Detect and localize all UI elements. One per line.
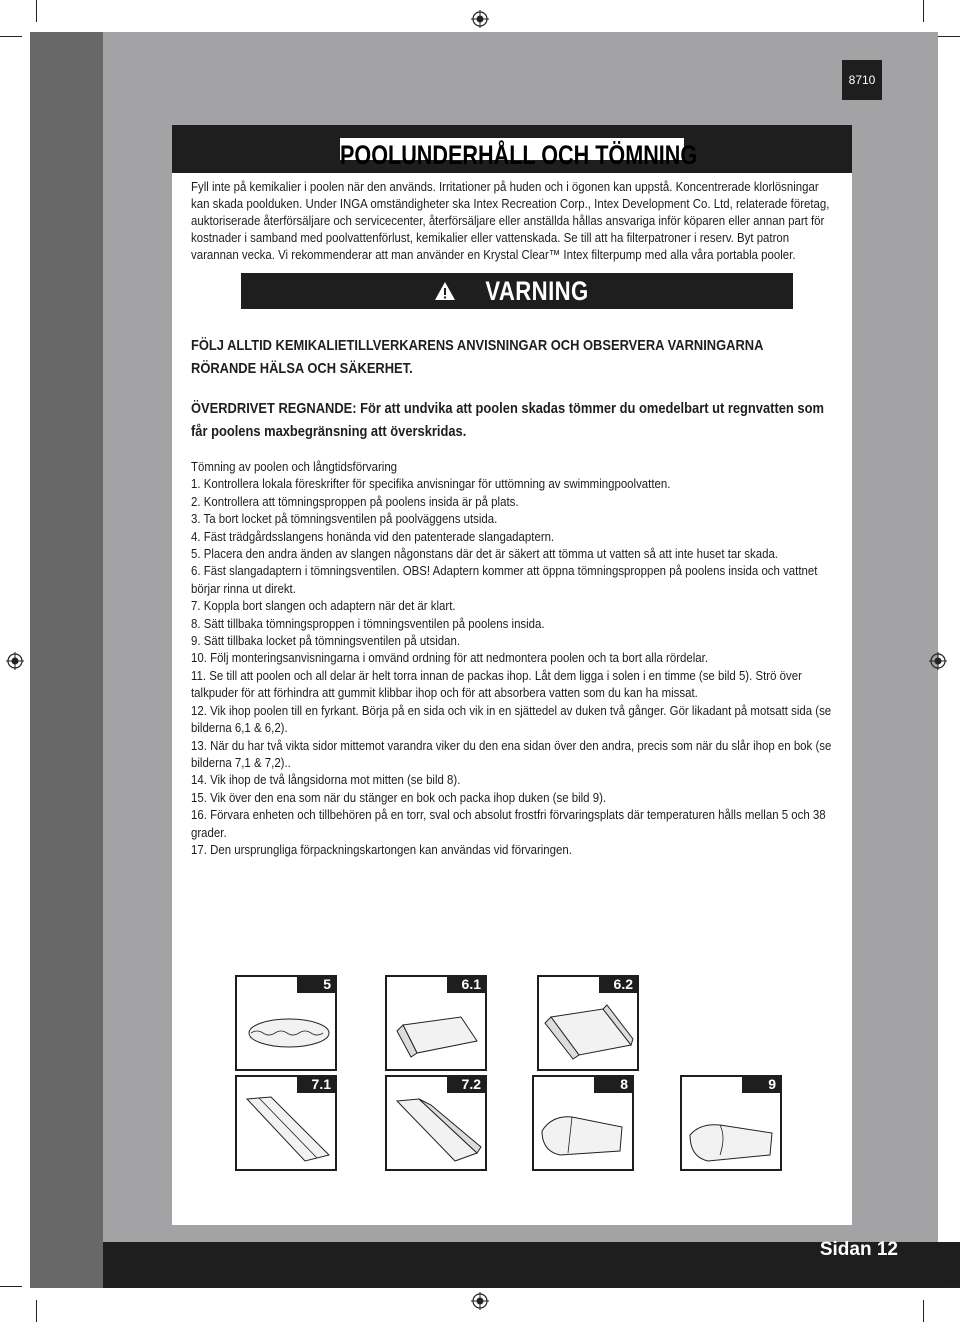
registration-mark-icon bbox=[6, 652, 24, 670]
registration-mark-icon bbox=[929, 652, 947, 670]
step-7: 7. Koppla bort slangen och adaptern när det är klart. bbox=[191, 598, 456, 614]
step-2: 2. Kontrollera att tömningsproppen på poolens insida är på plats. bbox=[191, 493, 519, 509]
figure-6-2 bbox=[537, 975, 639, 1071]
warning-text-rain: ÖVERDRIVET REGNANDE: För att undvika att poolen skadas tömmer du omedelbart ut regnvatten som får poolens maxbegränsning att överskridas. bbox=[191, 400, 824, 440]
pool-liner-fold-icon bbox=[543, 995, 635, 1067]
warning-banner bbox=[241, 273, 793, 309]
page-number: Sidan 12 bbox=[819, 1239, 898, 1260]
figure-label: 5 bbox=[297, 975, 337, 993]
figure-label: 6.1 bbox=[447, 975, 487, 993]
step-12: 12. Vik ihop poolen till en fyrkant. Börja på en sida och vik in en sjättedel av duken två gånger. Gör likadant på motsatt sida (se bilderna 6,1 & 6,2). bbox=[191, 702, 832, 736]
figure-label: 8 bbox=[594, 1075, 634, 1093]
crop-mark bbox=[0, 1286, 22, 1287]
step-8: 8. Sätt tillbaka tömningsproppen i tömningsventilen på poolens insida. bbox=[191, 615, 545, 631]
step-4: 4. Fäst trädgårdsslangens honända vid den patenterade slangadaptern. bbox=[191, 528, 555, 544]
figure-label: 9 bbox=[742, 1075, 782, 1093]
step-13: 13. När du har två vikta sidor mittemot varandra viker du den ena sidan över den andra, precis som när du slår ihop en bok (se bilderna 7,1 & 7,2).. bbox=[191, 737, 832, 770]
figure-5 bbox=[235, 975, 337, 1071]
step-17: 17. Den ursprungliga förpackningskartongen kan användas vid förvaringen. bbox=[191, 841, 572, 857]
step-14: 14. Vik ihop de två långsidorna mot mitten (se bild 8). bbox=[191, 772, 461, 788]
pool-liner-fold-icon bbox=[538, 1095, 630, 1167]
crop-mark bbox=[36, 0, 37, 22]
crop-mark bbox=[923, 1300, 924, 1322]
step-9: 9. Sätt tillbaka locket på tömningsventilen på utsidan. bbox=[191, 633, 461, 649]
step-1: 1. Kontrollera lokala föreskrifter för specifika anvisningar för uttömning av swimmingpoolvatten. bbox=[191, 476, 671, 492]
crop-mark bbox=[36, 1300, 37, 1322]
figure-label: 7.1 bbox=[297, 1075, 337, 1093]
model-badge: 8710 bbox=[842, 60, 882, 100]
crop-mark bbox=[938, 1286, 960, 1287]
title-wrap bbox=[172, 138, 852, 174]
figure-9 bbox=[680, 1075, 782, 1171]
drain-instructions bbox=[191, 458, 842, 858]
figure-7-1 bbox=[235, 1075, 337, 1171]
step-11: 11. Se till att poolen och all delar är helt torra innan de packas ihop. Låt dem ligga i solen i en timme (se bild 5). Strö över talkpuder för att förhindra att gummit klibbar ihop och för att absorbera vatten som du kan ha missat. bbox=[191, 667, 802, 701]
figure-8 bbox=[532, 1075, 634, 1171]
page-title: POOLUNDERHÅLL OCH TÖMNING bbox=[340, 140, 698, 170]
pool-liner-fold-icon bbox=[391, 995, 483, 1067]
warning-text-chemicals: FÖLJ ALLTID KEMIKALIETILLVERKARENS ANVISNINGAR OCH OBSERVERA VARNINGARNA RÖRANDE HÄLSA OCH SÄKERHET. bbox=[191, 337, 763, 377]
registration-mark-icon bbox=[471, 10, 489, 28]
pool-liner-fold-icon bbox=[241, 1095, 333, 1167]
pool-liner-fold-icon bbox=[686, 1095, 778, 1167]
pool-liner-drying-icon bbox=[241, 995, 333, 1067]
crop-mark bbox=[938, 36, 960, 37]
step-3: 3. Ta bort locket på tömningsventilen på poolväggens utsida. bbox=[191, 511, 498, 527]
crop-mark bbox=[0, 36, 22, 37]
step-6: 6. Fäst slangadaptern i tömningsventilen. OBS! Adaptern kommer att öppna tömningsproppen på poolens insida och vattnet börjar rinna ut direkt. bbox=[191, 563, 818, 596]
figure-6-1 bbox=[385, 975, 487, 1071]
figure-label: 7.2 bbox=[447, 1075, 487, 1093]
warning-triangle-icon bbox=[434, 281, 456, 301]
intro-paragraph: Fyll inte på kemikalier i poolen när den används. Irritationer på huden och i ögonen kan uppstå. Koncentrerade klorlösningar kan skada poolduken. Under INGA omständigheter ska Intex Recreation Corp., Intex Development Co. Ltd, relaterade företag, auktoriserade återförsäljare och servicecenter, återförsäljare eller anställda hållas ansvariga inför köparen eller annan part för kostnader i samband med poolvattenförlust, kemikalier eller vattenskada. Se till att ha filterpatroner i reserv. Byt patron varannan vecka. Vi rekommenderar att man använder en Krystal Clear™ Intex filterpump med alla våra portabla pooler. bbox=[191, 179, 830, 262]
warning-label: VARNING bbox=[485, 275, 589, 306]
pool-liner-fold-icon bbox=[391, 1095, 483, 1167]
drain-heading: Tömning av poolen och långtidsförvaring bbox=[191, 459, 398, 474]
step-16: 16. Förvara enheten och tillbehören på en torr, sval och absolut frostfri förvaringsplats där temperaturen hålls mellan 5 och 38 grader. bbox=[191, 807, 826, 840]
registration-mark-icon bbox=[471, 1292, 489, 1310]
crop-mark bbox=[923, 0, 924, 22]
step-5: 5. Placera den andra änden av slangen någonstans där det är säkert att tömma ut vatten så att inte huset tar skada. bbox=[191, 546, 778, 562]
step-10: 10. Följ monteringsanvisningarna i omvänd ordning för att nedmontera poolen och ta bort alla rördelar. bbox=[191, 650, 709, 666]
figure-label: 6.2 bbox=[599, 975, 639, 993]
step-15: 15. Vik över den ena som när du stänger en bok och packa ihop duken (se bild 9). bbox=[191, 789, 607, 805]
figure-7-2 bbox=[385, 1075, 487, 1171]
